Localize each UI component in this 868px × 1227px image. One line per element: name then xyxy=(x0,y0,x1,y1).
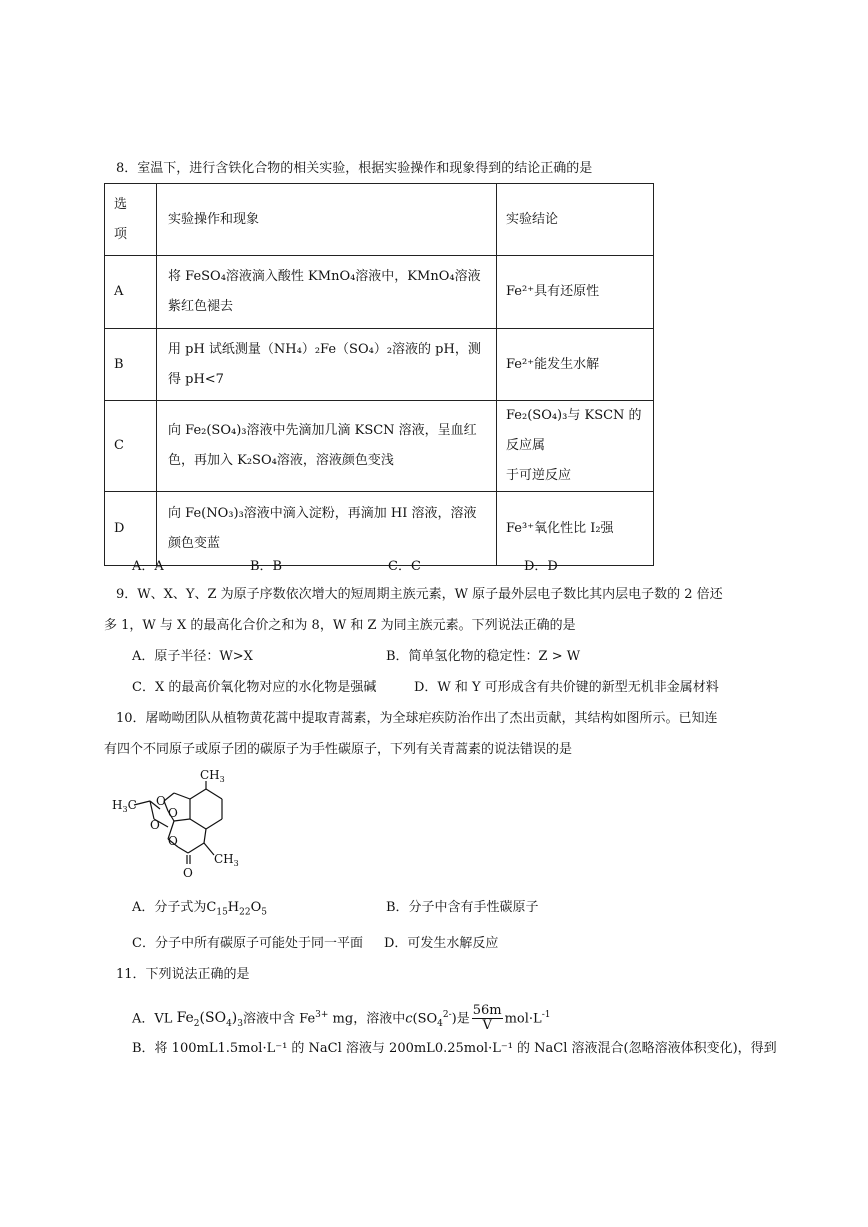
q11-stem: 11．下列说法正确的是 xyxy=(116,967,250,982)
row-option: C xyxy=(105,401,157,492)
row-operation: 向 Fe(NO₃)₃溶液中滴入淀粉，再滴加 HI 溶液，溶液 颜色变蓝 xyxy=(157,492,497,566)
row-conclusion: Fe²⁺能发生水解 xyxy=(497,329,654,401)
q8-table xyxy=(104,183,654,566)
q8-stem: 8．室温下，进行含铁化合物的相关实验，根据实验操作和现象得到的结论正确的是 xyxy=(116,161,593,176)
q9-choice-c[interactable]: C．X 的最高价氧化物对应的水化物是强碱 xyxy=(132,680,377,695)
row-option: A xyxy=(105,256,157,329)
table-row xyxy=(105,492,654,566)
ch3-top-label: $CH_3$ xyxy=(200,768,225,784)
row-operation: 用 pH 试纸测量（NH₄）₂Fe（SO₄）₂溶液的 pH，测 得 pH<7 xyxy=(157,329,497,401)
q8-choice-d[interactable]: D．D xyxy=(524,559,558,574)
q8-choice-b[interactable]: B．B xyxy=(250,559,283,574)
row-conclusion: Fe₂(SO₄)₃与 KSCN 的反应属 于可逆反应 xyxy=(497,401,654,492)
header-conclusion: 实验结论 xyxy=(497,184,654,256)
row-operation: 将 FeSO₄溶液滴入酸性 KMnO₄溶液中，KMnO₄溶液 紫红色褪去 xyxy=(157,256,497,329)
table-row xyxy=(105,329,654,401)
peroxide-o1: O xyxy=(156,794,166,808)
row-operation: 向 Fe₂(SO₄)₃溶液中先滴加几滴 KSCN 溶液，呈血红 色，再加入 K₂SO₄溶液，溶液颜色变浅 xyxy=(157,401,497,492)
carbonyl-o: O xyxy=(183,866,193,880)
q11-choice-a[interactable]: A．VL $Fe_2(SO_4)_3$溶液中含 $Fe^{3+}$ mg，溶液中$c(SO_4^{2-})$是 $\frac{56m}{V}$ $mol\cdot L^{-1}$ xyxy=(132,1003,551,1034)
q8-choice-a[interactable]: A．A xyxy=(132,559,164,574)
q10-choice-b[interactable]: B．分子中含有手性碳原子 xyxy=(386,900,539,915)
header-operation: 实验操作和现象 xyxy=(157,184,497,256)
row-option: D xyxy=(105,492,157,566)
q9-stem-line-2: 多 1，W 与 X 的最高化合价之和为 8，W 和 Z 为同主族元素。下列说法正确的是 xyxy=(104,618,576,633)
table-row xyxy=(105,256,654,329)
q11-choice-b[interactable]: B．将 100mL1.5mol·L⁻¹ 的 NaCl 溶液与 200mL0.25mol·L⁻¹ 的 NaCl 溶液混合(忽略溶液体积变化)，得到 xyxy=(132,1041,777,1056)
concentration-fraction: $\frac{56m}{V}$ xyxy=(472,1003,502,1034)
table-row xyxy=(105,401,654,492)
q9-choice-a[interactable]: A．原子半径：W>X xyxy=(132,649,253,664)
ether-o: O xyxy=(150,818,160,832)
ch3-right-label: $CH_3$ xyxy=(214,852,239,868)
header-option: 选 项 xyxy=(105,184,157,256)
table-header-row xyxy=(105,184,654,256)
lactone-o: O xyxy=(168,834,178,848)
q10-choice-a[interactable]: A．分子式为$C_{15}H_{22}O_5$ xyxy=(132,900,267,918)
row-conclusion: Fe³⁺氧化性比 I₂强 xyxy=(497,492,654,566)
q10-stem-line-1: 10．屠呦呦团队从植物黄花蒿中提取青蒿素，为全球疟疾防治作出了杰出贡献，其结构如图所示。已知连 xyxy=(116,711,718,726)
artemisinin-structure xyxy=(110,767,260,882)
q10-choice-c[interactable]: C．分子中所有碳原子可能处于同一平面 xyxy=(132,936,363,951)
peroxide-o2: O xyxy=(168,806,178,820)
row-option: B xyxy=(105,329,157,401)
row-conclusion: Fe²⁺具有还原性 xyxy=(497,256,654,329)
h3c-left-label: $H_3C$ xyxy=(112,798,137,814)
q9-choice-b[interactable]: B．简单氢化物的稳定性：Z > W xyxy=(386,649,581,664)
q9-choice-d[interactable]: D．W 和 Y 可形成含有共价键的新型无机非金属材料 xyxy=(414,680,719,695)
fe2so43-formula: $Fe_2(SO_4)_3$ xyxy=(176,1010,243,1030)
q9-stem-line-1: 9．W、X、Y、Z 为原子序数依次增大的短周期主族元素，W 原子最外层电子数比其内层电子数的 2 倍还 xyxy=(116,587,723,602)
q10-choice-d[interactable]: D．可发生水解反应 xyxy=(384,936,499,951)
q10-stem-line-2: 有四个不同原子或原子团的碳原子为手性碳原子，下列有关青蒿素的说法错误的是 xyxy=(104,742,573,757)
q8-choice-c[interactable]: C．C xyxy=(388,559,421,574)
